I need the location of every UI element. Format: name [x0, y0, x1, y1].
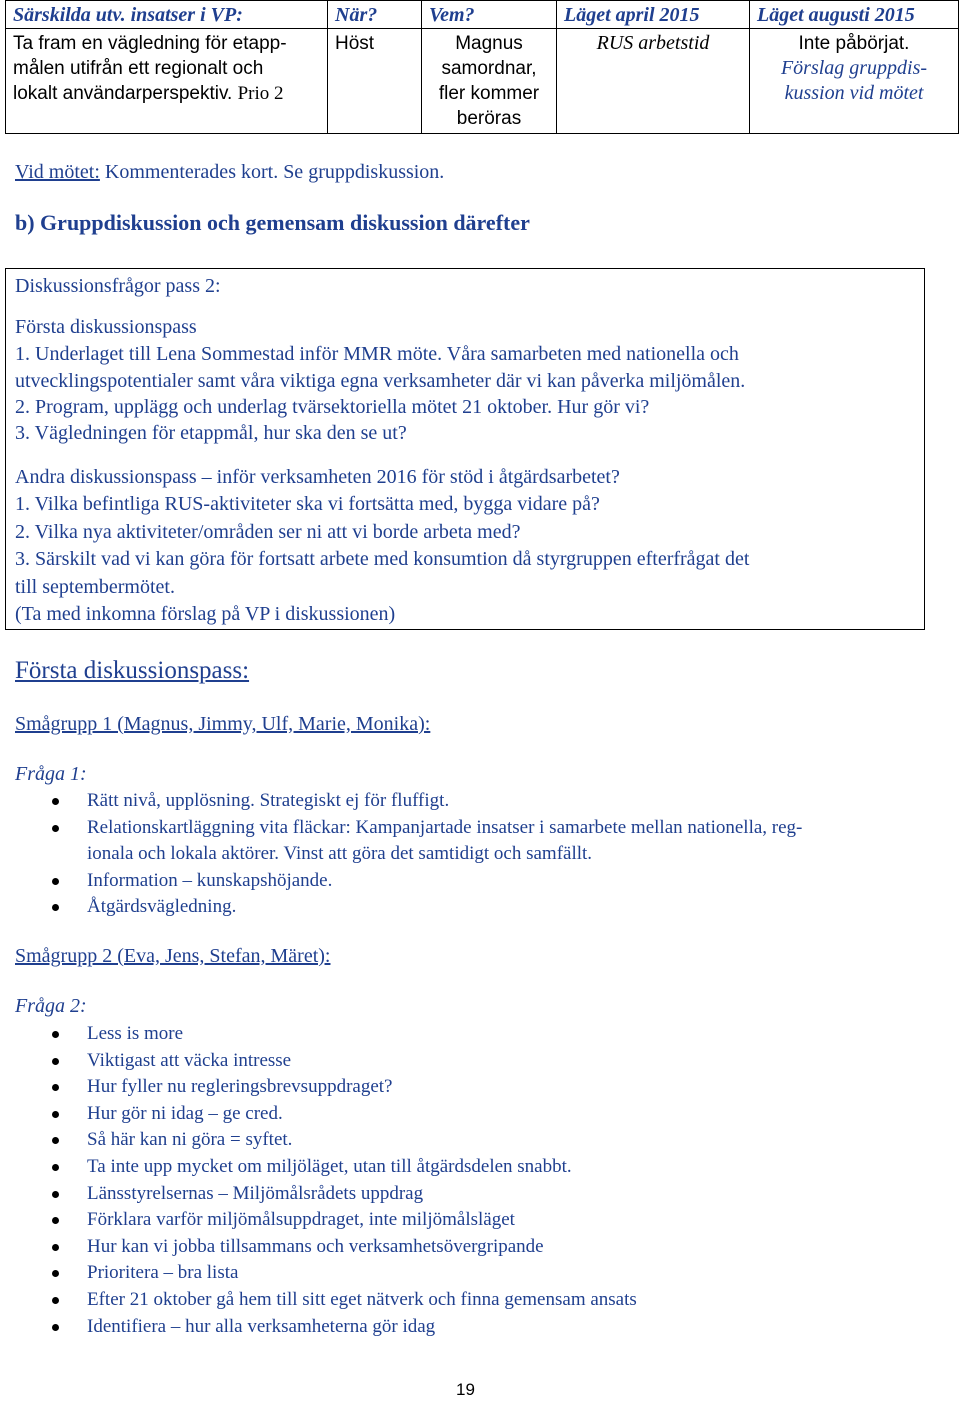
header-cell: Särskilda utv. insatser i VP:	[6, 1, 328, 29]
list-item: Relationskartläggning vita fläckar: Kampanjartade insatser i samarbete mellan nationella, reg- ionala och lokala aktörer. Vinst att göra det samtidigt och samfällt.	[52, 815, 802, 868]
august-status-cell: Inte påbörjat. Förslag gruppdis- kussion vid mötet	[750, 29, 959, 134]
group1-question: Fråga 1:	[15, 763, 87, 785]
list-item: Länsstyrelsernas – Miljömålsrådets uppdrag	[52, 1181, 637, 1208]
group1-bullet-list	[52, 788, 802, 921]
question-item-1: 1. Underlaget till Lena Sommestad inför MMR möte. Våra samarbeten med nationella och	[15, 343, 739, 365]
second-pass-q2: 2. Vilka nya aktiviteter/områden ser ni att vi borde arbeta med?	[15, 521, 521, 543]
question-item-2: 2. Program, upplägg och underlag tvärsektoriella mötet 21 oktober. Hur gör vi?	[15, 396, 650, 418]
list-item: Ta inte upp mycket om miljöläget, utan till åtgärdsdelen snabbt.	[52, 1154, 637, 1181]
list-item: Hur fyller nu regleringsbrevsuppdraget?	[52, 1074, 637, 1101]
group2-question: Fråga 2:	[15, 995, 87, 1017]
list-item: Hur gör ni idag – ge cred.	[52, 1101, 637, 1128]
group2-title: Smågrupp 2 (Eva, Jens, Stefan, Märet):	[15, 945, 331, 967]
second-pass-q3-cont: till septembermötet.	[15, 576, 175, 598]
second-pass-label: Andra diskussionspass – inför verksamheten 2016 för stöd i åtgärdsarbetet?	[15, 466, 620, 488]
section-title: Första diskussionspass:	[15, 657, 250, 684]
april-status-cell: RUS arbetstid	[557, 29, 750, 134]
box-note: (Ta med inkomna förslag på VP i diskussionen)	[15, 603, 396, 625]
table-row	[6, 29, 959, 134]
list-item: Less is more	[52, 1021, 637, 1048]
priority-label: Prio 2	[237, 83, 284, 104]
header-cell: Läget april 2015	[557, 1, 750, 29]
meeting-note-text: Kommenterades kort. Se gruppdiskussion.	[99, 161, 445, 183]
question-item-3: 3. Vägledningen för etappmål, hur ska den se ut?	[15, 422, 407, 444]
task-cell: Ta fram en vägledning för etapp- målen utifrån ett regionalt och lokalt användarperspektiv. Prio 2	[6, 29, 328, 134]
list-item: Identifiera – hur alla verksamheterna gör idag	[52, 1314, 637, 1341]
list-item: Förklara varför miljömålsuppdraget, inte miljömålsläget	[52, 1207, 637, 1234]
second-pass-q1: 1. Vilka befintliga RUS-aktiviteter ska vi fortsätta med, bygga vidare på?	[15, 493, 600, 515]
when-cell: Höst	[328, 29, 422, 134]
box-title: Diskussionsfrågor pass 2:	[15, 275, 221, 297]
group1-title: Smågrupp 1 (Magnus, Jimmy, Ulf, Marie, Monika):	[15, 713, 431, 735]
list-item: Prioritera – bra lista	[52, 1260, 637, 1287]
second-pass-q3: 3. Särskilt vad vi kan göra för fortsatt arbete med konsumtion då styrgruppen efterfrågat det	[15, 548, 750, 570]
question-item-1-cont: utvecklingspotentialer samt våra viktiga egna verksamheter där vi kan påverka miljömålen.	[15, 370, 746, 392]
group2-bullet-list	[52, 1021, 637, 1340]
header-cell: Vem?	[422, 1, 557, 29]
meeting-note	[15, 159, 444, 185]
list-item: Efter 21 oktober gå hem till sitt eget nätverk och finna gemensam ansats	[52, 1287, 637, 1314]
meeting-note-label: Vid mötet:	[15, 161, 100, 183]
list-item: Viktigast att väcka intresse	[52, 1048, 637, 1075]
header-cell: Läget augusti 2015	[750, 1, 959, 29]
list-item: Hur kan vi jobba tillsammans och verksamhetsövergripande	[52, 1234, 637, 1261]
list-item: Rätt nivå, upplösning. Strategiskt ej för fluffigt.	[52, 788, 802, 815]
list-item: Så här kan ni göra = syftet.	[52, 1127, 637, 1154]
header-cell: När?	[328, 1, 422, 29]
list-item: Åtgärdsvägledning.	[52, 894, 802, 921]
first-pass-label: Första diskussionspass	[15, 316, 197, 338]
who-cell: Magnus samordnar, fler kommer beröras	[422, 29, 557, 134]
list-item: Information – kunskapshöjande.	[52, 868, 802, 895]
page-number: 19	[456, 1380, 475, 1399]
table-header-row	[6, 1, 959, 29]
section-heading-b: b) Gruppdiskussion och gemensam diskussion därefter	[15, 210, 530, 235]
activity-table	[5, 0, 959, 134]
